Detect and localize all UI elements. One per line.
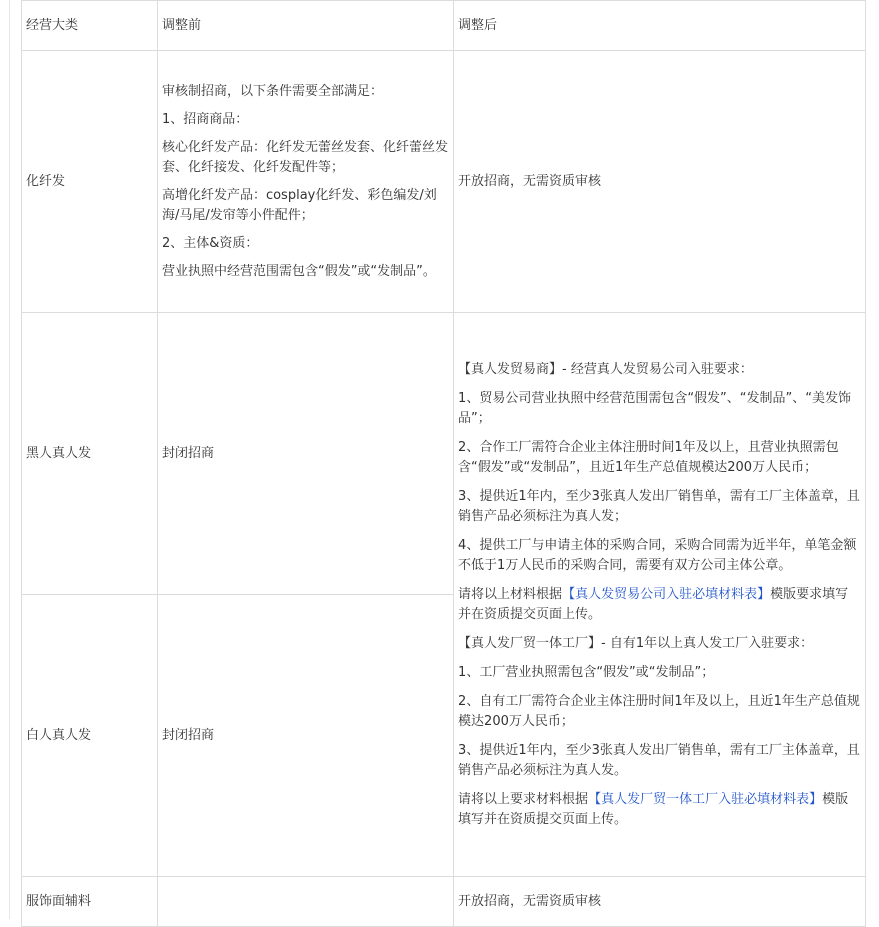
table-row bbox=[22, 313, 866, 595]
factory-note-suffix: 模版填写并在资质提交页面上传。 bbox=[458, 791, 849, 827]
row-before bbox=[157, 51, 453, 313]
before-line: 1、招商商品： bbox=[161, 111, 249, 127]
trade-note-suffix: 模版要求填写并在资质提交页面上传。 bbox=[458, 586, 849, 622]
trade-item: 1、贸易公司营业执照中经营范围需包含“假发”、“发制品”、“美发饰品”； bbox=[458, 390, 851, 426]
before-line: 营业执照中经营范围需包含“假发”或“发制品”。 bbox=[161, 263, 436, 279]
factory-materials-link[interactable]: 【真人发厂贸一体工厂入驻必填材料表】 bbox=[588, 791, 823, 807]
before-line: 核心化纤发产品：化纤发无蕾丝发套、化纤蕾丝发套、化纤接发、化纤发配件等； bbox=[161, 139, 448, 175]
trade-materials-link[interactable]: 【真人发贸易公司入驻必填材料表】 bbox=[562, 586, 771, 602]
row-after: 开放招商，无需资质审核 bbox=[454, 877, 866, 927]
trade-item: 4、提供工厂与申请主体的采购合同，采购合同需为近半年，单笔金额不低于1万人民币的采购合同，需要有双方公司主体公章。 bbox=[458, 537, 857, 573]
factory-item: 3、提供近1年内，至少3张真人发出厂销售单，需有工厂主体盖章，且销售产品必须标注为真人发。 bbox=[458, 742, 860, 778]
before-line: 高增化纤发产品：cosplay化纤发、彩色编发/刘海/马尾/发帘等小件配件； bbox=[161, 187, 437, 223]
row-category: 黑人真人发 bbox=[22, 313, 158, 595]
table-row bbox=[22, 51, 866, 313]
trade-title: 【真人发贸易商】- 经营真人发贸易公司入驻要求： bbox=[458, 361, 753, 377]
header-after: 调整后 bbox=[454, 1, 866, 51]
category-adjustment-table bbox=[21, 0, 866, 927]
factory-note bbox=[458, 790, 861, 830]
row-before: 封闭招商 bbox=[157, 595, 453, 877]
factory-item: 2、自有工厂需符合企业主体注册时间1年及以上，且近1年生产总值规模达200万人民币； bbox=[458, 693, 860, 729]
trade-item: 2、合作工厂需符合企业主体注册时间1年及以上，且营业执照需包含“假发”或“发制品”，且近1年生产总值规模达200万人民币； bbox=[458, 439, 839, 475]
trade-note-prefix: 请将以上材料根据 bbox=[458, 586, 563, 602]
table-header-row bbox=[22, 1, 866, 51]
row-category: 化纤发 bbox=[22, 51, 158, 313]
before-line: 审核制招商，以下条件需要全部满足： bbox=[161, 83, 383, 99]
before-line: 2、主体&资质： bbox=[161, 235, 259, 251]
factory-item: 1、工厂营业执照需包含“假发”或“发制品”； bbox=[458, 664, 715, 680]
row-before bbox=[157, 877, 453, 927]
row-category: 服饰面辅料 bbox=[22, 877, 158, 927]
header-category: 经营大类 bbox=[22, 1, 158, 51]
trade-note bbox=[458, 585, 861, 625]
row-before: 封闭招商 bbox=[157, 313, 453, 595]
table-row bbox=[22, 877, 866, 927]
factory-title: 【真人发厂贸一体工厂】- 自有1年以上真人发工厂入驻要求： bbox=[458, 635, 814, 651]
trade-item: 3、提供近1年内，至少3张真人发出厂销售单，需有工厂主体盖章，且销售产品必须标注为真人发； bbox=[458, 488, 860, 524]
left-border-line bbox=[9, 0, 10, 919]
header-before: 调整前 bbox=[157, 1, 453, 51]
real-hair-requirements bbox=[454, 313, 866, 877]
row-category: 白人真人发 bbox=[22, 595, 158, 877]
row-after: 开放招商，无需资质审核 bbox=[454, 51, 866, 313]
factory-note-prefix: 请将以上要求材料根据 bbox=[458, 791, 589, 807]
